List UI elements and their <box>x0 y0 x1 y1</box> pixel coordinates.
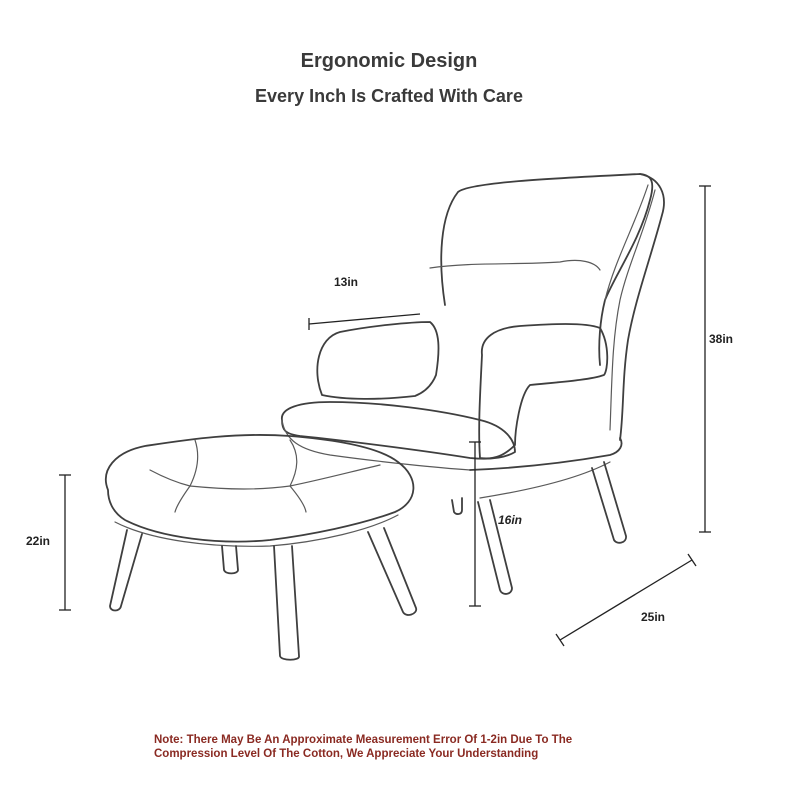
dim-armrest-width-label: 13in <box>334 275 359 289</box>
measurement-note-line2: Compression Level Of The Cotton, We Appreciate Your Understanding <box>154 748 539 760</box>
measurement-note <box>154 733 614 761</box>
ottoman-leg-back-left <box>222 546 238 573</box>
measurement-note-line1: Note: There May Be An Approximate Measurement Error Of 1-2in Due To The <box>154 734 573 746</box>
chair-lumbar-seam <box>430 260 600 270</box>
ottoman-tufting <box>150 440 380 512</box>
dim-chair-depth-label: 25in <box>641 610 666 624</box>
chair-left-armrest <box>317 322 438 399</box>
dim-seat-height-label: 16in <box>498 513 523 527</box>
chair-base <box>470 438 622 470</box>
dim-chair-depth-line <box>560 560 692 640</box>
page-title: Ergonomic Design <box>300 50 478 72</box>
ottoman-leg-front-right <box>274 546 299 660</box>
page-subtitle: Every Inch Is Crafted With Care <box>255 86 523 106</box>
ottoman-leg-front-left <box>110 530 142 611</box>
chair-back-cushion <box>441 174 652 365</box>
ottoman-leg-back-right <box>368 528 416 615</box>
chair-back-frame <box>620 174 664 440</box>
dim-chair-height-label: 38in <box>709 332 734 346</box>
dim-ottoman-height-label: 22in <box>26 534 51 548</box>
chair-rear-leg-left <box>452 498 462 514</box>
chair-base-lower <box>480 462 610 498</box>
chair-back-leg <box>592 462 626 543</box>
chair-right-armrest <box>479 324 607 458</box>
